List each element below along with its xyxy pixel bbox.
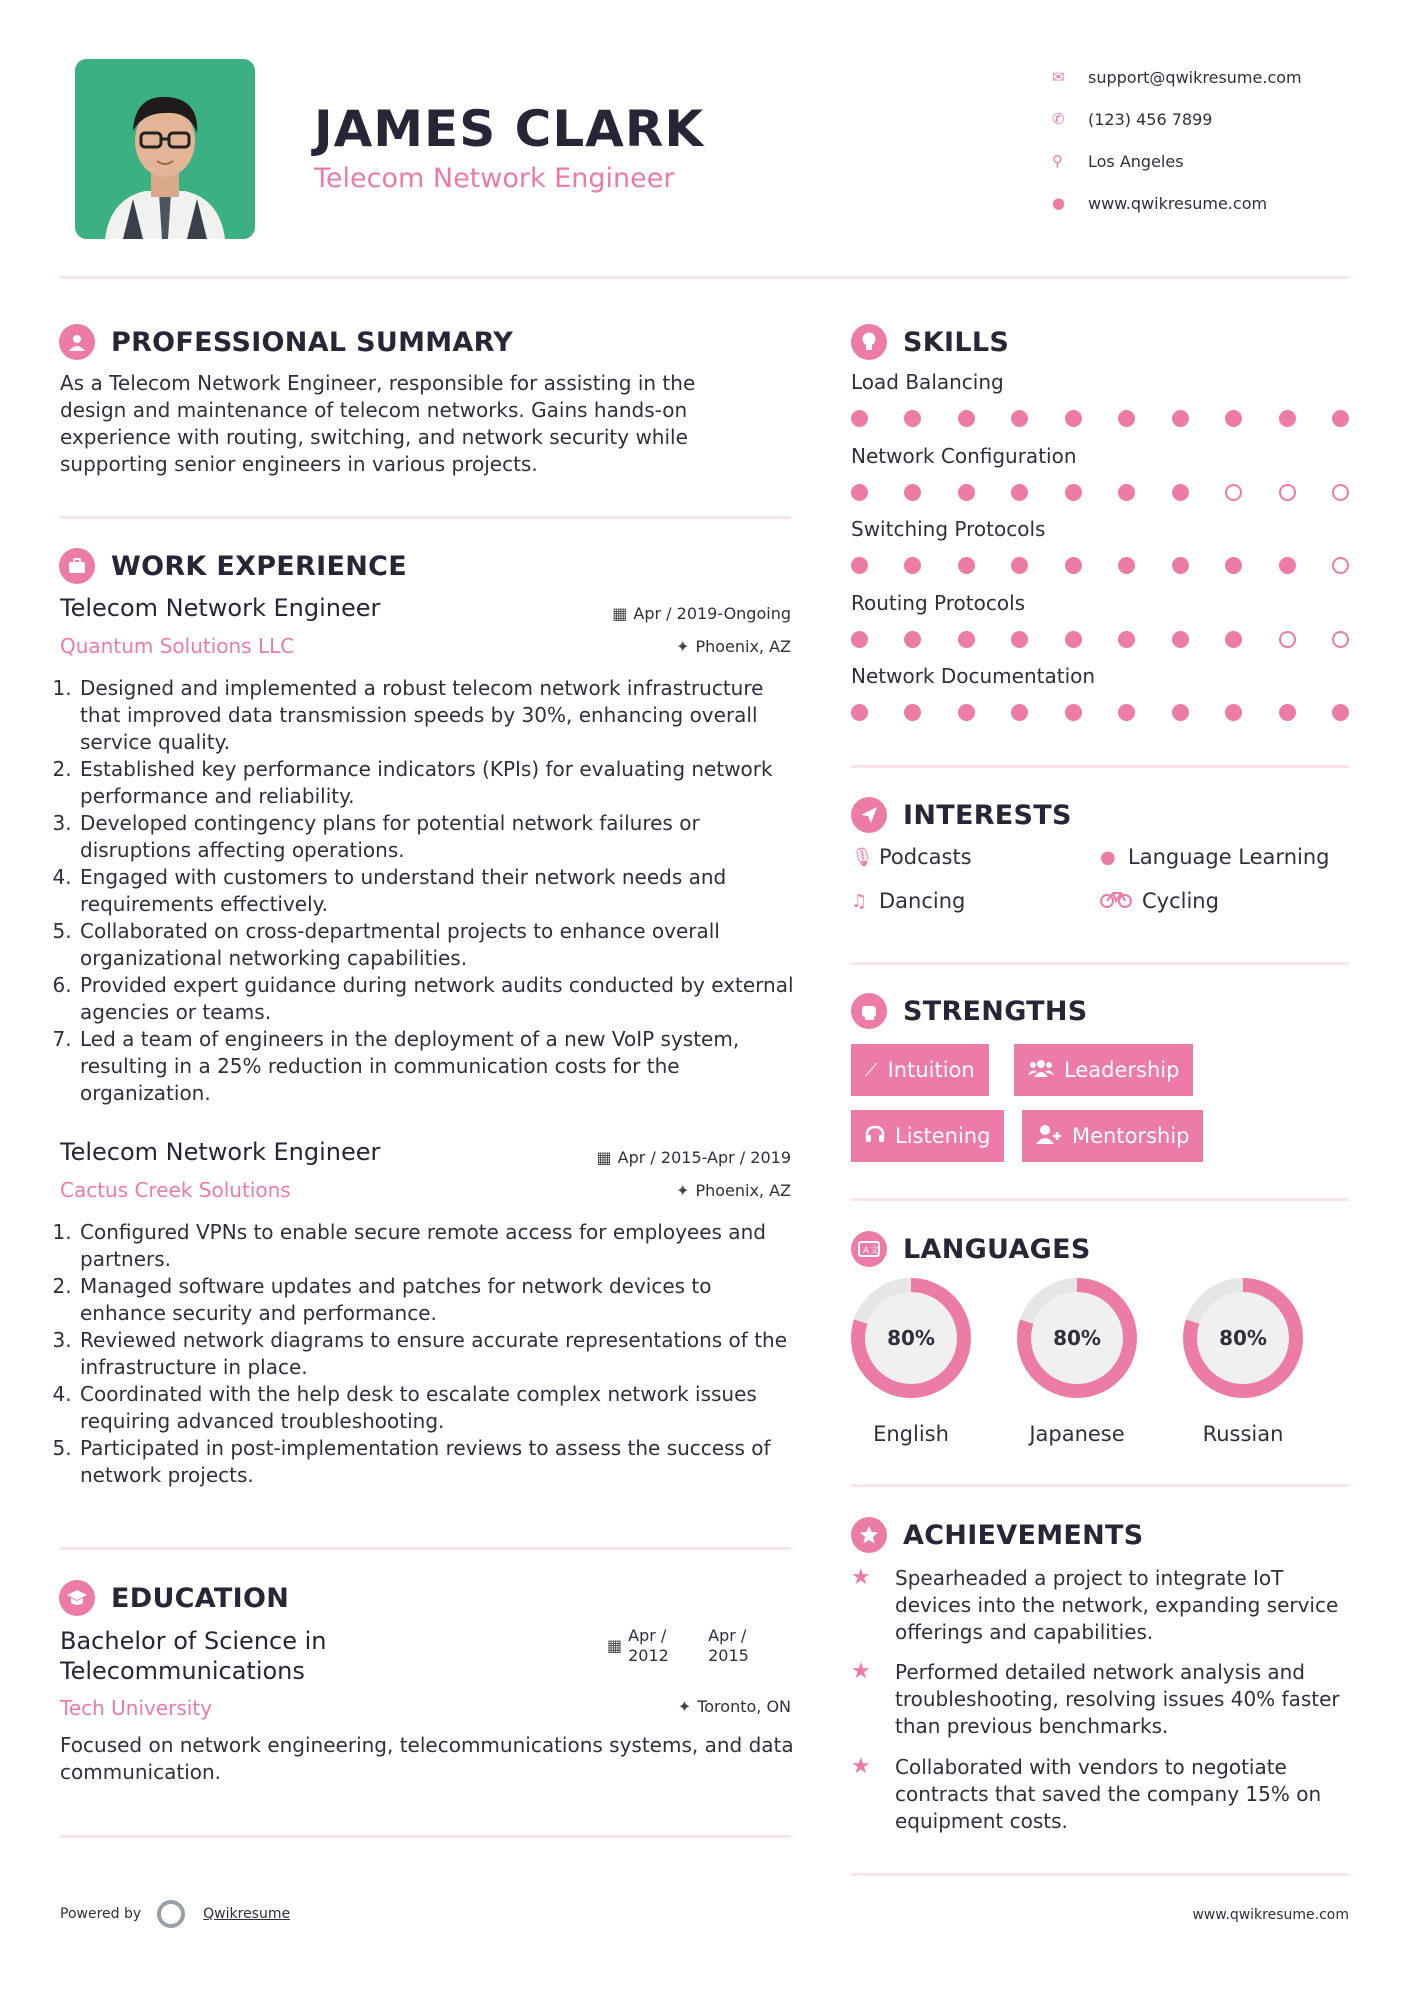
rating-dot-filled <box>851 484 868 501</box>
rating-dot-filled <box>1172 484 1189 501</box>
job-2-company: Cactus Creek Solutions <box>60 1178 291 1202</box>
profile-photo <box>75 59 255 239</box>
list-item: 3. Reviewed network diagrams to ensure accurate representations of the infrastructure in place. <box>78 1327 799 1381</box>
rating-dot-filled <box>1118 704 1135 721</box>
skill-rating <box>851 410 1349 427</box>
rating-dot-filled <box>1065 631 1082 648</box>
rating-dot-filled <box>1118 631 1135 648</box>
rating-dot-filled <box>958 484 975 501</box>
rating-dot-filled <box>958 631 975 648</box>
language-name: Japanese <box>1029 1422 1125 1446</box>
rating-dot-filled <box>1118 410 1135 427</box>
languages-divider <box>851 1484 1349 1487</box>
language-progress-ring <box>851 1278 971 1398</box>
education-degree: Bachelor of Science in Telecommunications <box>60 1627 327 1685</box>
interest-language-learning: ● Language Learning <box>1100 845 1330 869</box>
rating-dot-filled <box>1065 410 1082 427</box>
music-icon: ♫ <box>851 890 868 912</box>
rating-dot-filled <box>1225 631 1242 648</box>
svg-text:A: A <box>863 1246 870 1256</box>
list-item: 3. Developed contingency plans for potential network failures or disruptions affecting operations. <box>78 810 794 864</box>
rating-dot-filled <box>1118 484 1135 501</box>
job-1-dates: ▦ Apr / 2019-Ongoing <box>612 604 791 623</box>
job-2-location: ✦ Phoenix, AZ <box>676 1181 791 1200</box>
language-name: Russian <box>1202 1422 1284 1446</box>
rating-dot-filled <box>1065 704 1082 721</box>
achievement-item: ★ Performed detailed network analysis and troubleshooting, resolving issues 40% faster than previous benchmarks. <box>851 1659 1340 1738</box>
rating-dot-empty <box>1225 484 1242 501</box>
summary-divider <box>60 516 791 519</box>
interests-divider <box>851 962 1349 965</box>
rating-dot-filled <box>1279 557 1296 574</box>
bicycle-icon <box>1100 890 1142 913</box>
strength-mentorship: Mentorship <box>1022 1110 1203 1162</box>
rating-dot-filled <box>904 410 921 427</box>
skill-row <box>851 664 1349 721</box>
contact-location: ⚲ Los Angeles <box>1052 151 1184 171</box>
rating-dot-filled <box>1225 557 1242 574</box>
rating-dot-filled <box>1279 410 1296 427</box>
skill-name: Load Balancing <box>851 370 1004 394</box>
skill-row <box>851 517 1349 574</box>
achievements-heading: ACHIEVEMENTS <box>851 1517 1144 1553</box>
paper-plane-icon <box>851 797 887 833</box>
candidate-name: JAMES CLARK <box>314 100 705 158</box>
education-description: Focused on network engineering, telecommunications systems, and data communication. <box>60 1733 794 1784</box>
avatar <box>75 59 255 239</box>
language-percent: 80% <box>1197 1292 1289 1384</box>
education-end: Apr / 2015 <box>708 1626 749 1665</box>
footer-powered-by: Powered by Qwikresume <box>60 1900 290 1928</box>
skill-name: Network Configuration <box>851 444 1077 468</box>
summary-text: As a Telecom Network Engineer, responsible for assisting in the design and maintenance of telecom networks. Gains hands-on experience with routing, switching, and network security while supporting senior engineers in various projects. <box>60 371 696 476</box>
strengths-divider <box>851 1198 1349 1201</box>
qwikresume-logo-icon <box>157 1900 185 1928</box>
list-item: 4. Coordinated with the help desk to escalate complex network issues requiring advanced troubleshooting. <box>78 1381 799 1435</box>
globe-icon: ● <box>1052 194 1066 212</box>
pin-icon: ✦ <box>676 637 690 656</box>
skill-name: Routing Protocols <box>851 591 1026 615</box>
footer-site[interactable]: www.qwikresume.com <box>1192 1907 1349 1923</box>
rating-dot-filled <box>958 704 975 721</box>
job-2-title: Telecom Network Engineer <box>60 1138 381 1166</box>
map-pin-icon: ⚲ <box>1052 152 1063 170</box>
job-2-duties <box>59 1219 799 1489</box>
language-progress-ring <box>1017 1278 1137 1398</box>
star-badge-icon <box>851 1517 887 1553</box>
list-item: 4. Engaged with customers to understand their network needs and requirements effectively. <box>78 864 794 918</box>
achievement-item: ★ Spearheaded a project to integrate IoT devices into the network, expanding service offerings and capabilities. <box>851 1565 1339 1644</box>
microphone-icon: 🎙 <box>851 846 874 868</box>
pin-icon: ✦ <box>677 1697 692 1716</box>
language-progress-ring <box>1183 1278 1303 1398</box>
interests-heading: INTERESTS <box>851 797 1072 833</box>
rating-dot-filled <box>1011 704 1028 721</box>
experience-divider <box>60 1547 791 1550</box>
rating-dot-filled <box>1332 704 1349 721</box>
skill-rating <box>851 484 1349 501</box>
rating-dot-filled <box>1332 410 1349 427</box>
strengths-heading: STRENGTHS <box>851 993 1088 1029</box>
strength-listening: Listening <box>851 1110 1004 1162</box>
rating-dot-filled <box>958 410 975 427</box>
rating-dot-filled <box>1225 704 1242 721</box>
rating-dot-filled <box>1172 410 1189 427</box>
header-divider <box>60 276 1349 279</box>
rating-dot-filled <box>958 557 975 574</box>
education-location: ✦ Toronto, ON <box>677 1697 791 1716</box>
rating-dot-filled <box>1172 557 1189 574</box>
magic-wand-icon: ⟋ <box>865 1059 878 1081</box>
list-item: 2. Managed software updates and patches for network devices to enhance security and performance. <box>78 1273 799 1327</box>
graduation-cap-icon <box>59 1580 95 1616</box>
strength-leadership: Leadership <box>1014 1044 1193 1096</box>
strength-intuition: ⟋ Intuition <box>851 1044 989 1096</box>
shooting-star-icon: ★ <box>851 1659 871 1684</box>
education-divider <box>60 1835 791 1838</box>
education-start: Apr / 2012 <box>628 1626 669 1665</box>
list-item: 7. Led a team of engineers in the deployment of a new VoIP system, resulting in a 25% reduction in communication costs for the organization. <box>78 1026 794 1107</box>
rating-dot-filled <box>1011 557 1028 574</box>
headphones-icon <box>865 1125 885 1148</box>
contact-phone: ✆ (123) 456 7899 <box>1052 109 1213 129</box>
rating-dot-filled <box>1172 704 1189 721</box>
skill-row <box>851 591 1349 648</box>
fist-icon <box>851 993 887 1029</box>
rating-dot-filled <box>1011 410 1028 427</box>
job-2-dates: ▦ Apr / 2015-Apr / 2019 <box>596 1148 791 1167</box>
skill-rating <box>851 557 1349 574</box>
shooting-star-icon: ★ <box>851 1754 871 1779</box>
briefcase-icon <box>59 548 95 584</box>
rating-dot-filled <box>851 631 868 648</box>
job-1-title: Telecom Network Engineer <box>60 594 381 622</box>
interest-cycling: Cycling <box>1100 889 1219 913</box>
skill-name: Network Documentation <box>851 664 1096 688</box>
language-icon <box>851 1231 887 1267</box>
experience-heading: WORK EXPERIENCE <box>59 548 407 584</box>
list-item: 1. Designed and implemented a robust telecom network infrastructure that improved data transmission speeds by 30%, enhancing overall service quality. <box>78 675 794 756</box>
skill-row <box>851 444 1349 501</box>
rating-dot-empty <box>1332 631 1349 648</box>
skill-name: Switching Protocols <box>851 517 1046 541</box>
calendar-icon: ▦ <box>596 1148 612 1167</box>
rating-dot-filled <box>1065 557 1082 574</box>
language-item <box>1017 1278 1137 1446</box>
summary-heading: PROFESSIONAL SUMMARY <box>59 324 513 360</box>
contact-block <box>1052 56 1302 224</box>
skill-row <box>851 370 1349 427</box>
rating-dot-filled <box>904 631 921 648</box>
rating-dot-empty <box>1332 484 1349 501</box>
education-school: Tech University <box>60 1696 213 1720</box>
user-icon <box>59 324 95 360</box>
list-item: 6. Provided expert guidance during network audits conducted by external agencies or teams. <box>78 972 794 1026</box>
job-1-duties <box>59 675 794 1107</box>
rating-dot-filled <box>904 704 921 721</box>
list-item: 2. Established key performance indicators (KPIs) for evaluating network performance and reliability. <box>78 756 794 810</box>
pin-icon: ✦ <box>676 1181 690 1200</box>
rating-dot-filled <box>1118 557 1135 574</box>
rating-dot-filled <box>851 704 868 721</box>
interest-dancing: ♫ Dancing <box>851 889 966 913</box>
globe-icon: ● <box>1100 846 1116 868</box>
rating-dot-filled <box>904 484 921 501</box>
rating-dot-empty <box>1279 631 1296 648</box>
language-name: English <box>873 1422 949 1446</box>
rating-dot-empty <box>1279 484 1296 501</box>
language-percent: 80% <box>1031 1292 1123 1384</box>
skills-heading: SKILLS <box>851 324 1009 360</box>
skill-rating <box>851 704 1349 721</box>
rating-dot-filled <box>1225 410 1242 427</box>
contact-website[interactable]: ● www.qwikresume.com <box>1052 193 1268 213</box>
rating-dot-filled <box>851 557 868 574</box>
list-item: 1. Configured VPNs to enable secure remote access for employees and partners. <box>78 1219 799 1273</box>
rating-dot-filled <box>1172 631 1189 648</box>
languages-heading: A 文 LANGUAGES <box>851 1231 1091 1267</box>
language-item <box>851 1278 971 1446</box>
rating-dot-empty <box>1332 557 1349 574</box>
rating-dot-filled <box>1065 484 1082 501</box>
svg-text:文: 文 <box>870 1246 880 1256</box>
lightbulb-icon <box>851 324 887 360</box>
contact-email[interactable]: ✉ support@qwikresume.com <box>1052 67 1302 87</box>
list-item: 5. Participated in post-implementation reviews to assess the success of network projects. <box>78 1435 799 1489</box>
calendar-icon: ▦ <box>607 1636 623 1655</box>
phone-icon: ✆ <box>1052 110 1065 128</box>
footer-brand-link[interactable]: Qwikresume <box>203 1906 291 1922</box>
rating-dot-filled <box>851 410 868 427</box>
calendar-icon: ▦ <box>612 604 628 623</box>
achievements-divider <box>851 1873 1349 1876</box>
language-percent: 80% <box>865 1292 957 1384</box>
list-item: 5. Collaborated on cross-departmental projects to enhance overall organizational networking capabilities. <box>78 918 794 972</box>
candidate-title: Telecom Network Engineer <box>314 163 675 194</box>
language-item <box>1183 1278 1303 1446</box>
envelope-icon: ✉ <box>1052 68 1065 86</box>
shooting-star-icon: ★ <box>851 1565 871 1590</box>
rating-dot-filled <box>1011 484 1028 501</box>
users-icon <box>1028 1059 1054 1082</box>
job-1-location: ✦ Phoenix, AZ <box>676 637 791 656</box>
skill-rating <box>851 631 1349 648</box>
education-dates <box>607 1626 756 1666</box>
rating-dot-filled <box>1279 704 1296 721</box>
job-1-company: Quantum Solutions LLC <box>60 634 295 658</box>
skills-divider <box>851 765 1349 768</box>
rating-dot-filled <box>1011 631 1028 648</box>
achievement-item: ★ Collaborated with vendors to negotiate contracts that saved the company 15% on equipment costs. <box>851 1754 1322 1833</box>
rating-dot-filled <box>904 557 921 574</box>
user-plus-icon <box>1036 1124 1062 1149</box>
interest-podcasts: 🎙 Podcasts <box>851 845 972 869</box>
education-heading: EDUCATION <box>59 1580 289 1616</box>
